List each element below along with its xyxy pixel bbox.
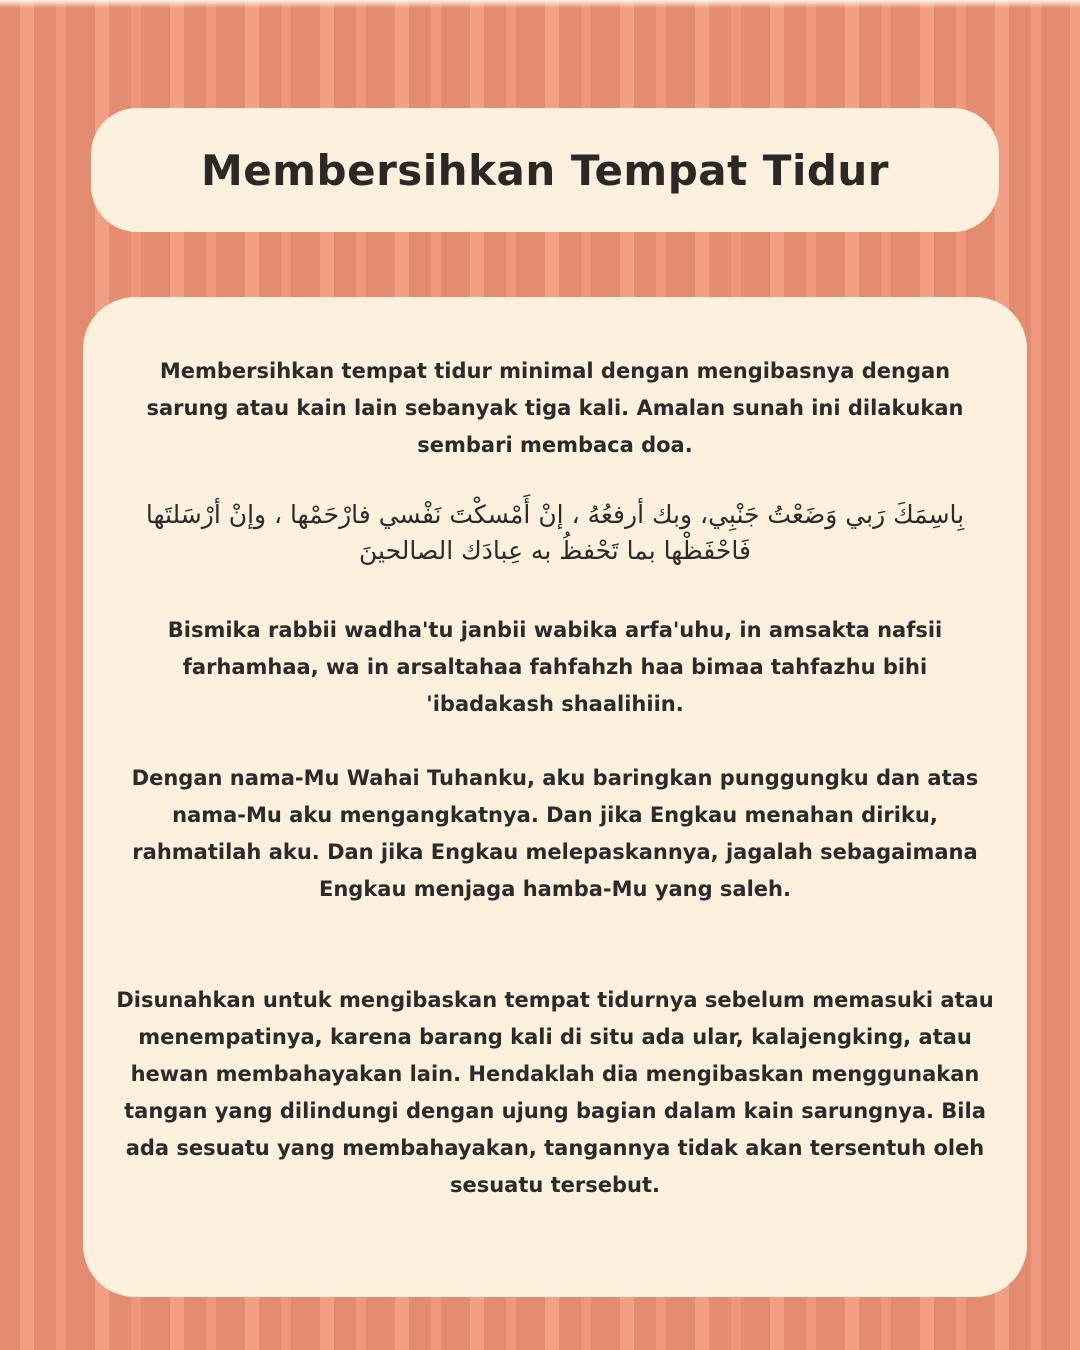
content-card — [83, 297, 1027, 1297]
translation-paragraph: Dengan nama-Mu Wahai Tuhanku, aku baringkan punggungku dan atas nama-Mu aku mengangkatnya. Dan jika Engkau menahan diriku, rahmatilah aku. Dan jika Engkau melepaskannya, jagalah sebagaimana Engkau menjaga hamba-Mu yang saleh. — [131, 766, 979, 901]
transliteration-paragraph: Bismika rabbii wadha'tu janbii wabika arfa'uhu, in amsakta nafsii farhamhaa, wa in arsaltahaa fahfahzh haa bimaa tahfazhu bihi 'ibadakash shaalihiin. — [167, 618, 943, 716]
arabic-prayer: بِاسِمَكَ رَبي وَضَعْتُ جَنْبِي، وبك أرفعُهُ ، إنْ أَمْسكْتَ نَفْسي فارْحَمْها ، وإنْ أرْسَلتَها فَاحْفَظْها بما تَحْفظُ به عِبادَك الصالحينَ — [145, 500, 965, 565]
advice-paragraph: Disunahkan untuk mengibaskan tempat tidurnya sebelum memasuki atau menempatinya, karena barang kali di situ ada ular, kalajengking, atau hewan membahayakan lain. Hendaklah dia mengibaskan menggunakan tangan yang dilindungi dengan ujung bagian dalam kain sarungnya. Bila ada sesuatu yang membahayakan, tangannya tidak akan tersentuh oleh sesuatu tersebut. — [116, 988, 994, 1197]
title-card — [91, 108, 999, 232]
page-title: Membersihkan Tempat Tidur — [200, 145, 890, 195]
intro-paragraph: Membersihkan tempat tidur minimal dengan mengibasnya dengan sarung atau kain lain sebanyak tiga kali. Amalan sunah ini dilakukan sembari membaca doa. — [146, 359, 964, 457]
paper-edge — [0, 0, 1080, 8]
